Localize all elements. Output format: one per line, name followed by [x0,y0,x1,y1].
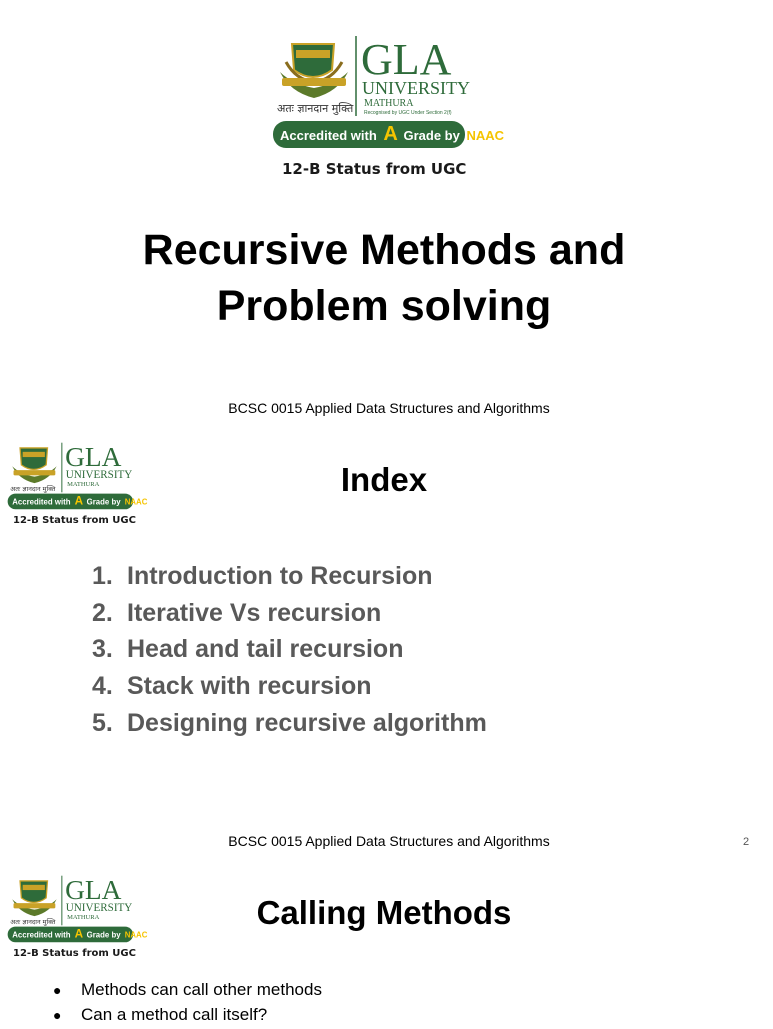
svg-text:अतः ज्ञानदान मुक्ति: अतः ज्ञानदान मुक्ति [10,918,56,927]
index-heading: Index [340,461,428,498]
ugc-status-text: 12-B Status from UGC [13,948,136,959]
motto-text: अतः ज्ञानदान मुक्ति [277,102,354,115]
calling-methods-heading: Calling Methods [256,894,512,931]
slide-title-line-1: Recursive Methods and [142,226,626,274]
index-item: 2. Iterative Vs recursion [92,598,382,627]
slide-2-footer: BCSC 0015 Applied Data Structures and Algorithms [228,833,550,849]
logo-university-text: UNIVERSITY [362,78,470,98]
bullet-dot-icon: ● [53,1007,62,1023]
svg-text:GLA: GLA [65,442,122,473]
ugc-status-text: 12-B Status from UGC [282,160,467,178]
crest-emblem [280,44,348,98]
university-logo-large [272,32,505,182]
svg-text:UNIVERSITY: UNIVERSITY [65,468,133,481]
svg-text:GLA: GLA [65,875,122,906]
svg-text:अतः ज्ञानदान मुक्ति: अतः ज्ञानदान मुक्ति [10,485,56,494]
index-item: 1. Introduction to Recursion [92,562,433,590]
ugc-status-text: 12-B Status from UGC [13,515,136,526]
slide-title [0,222,768,334]
index-list [92,560,487,743]
svg-text:MATHURA: MATHURA [67,480,100,488]
svg-text:MATHURA: MATHURA [67,913,100,921]
page-number: 2 [743,836,750,848]
svg-text:Accredited with A: Accredited with A Grade by NAAC [12,494,148,508]
bullet-item: ● Methods can call other methods [53,979,322,1004]
index-item: 4. Stack with recursion [92,672,372,701]
svg-text:UNIVERSITY: UNIVERSITY [65,901,133,914]
index-item: 3. Head and tail recursion [92,635,404,664]
logo-recognition-text: Recognised by UGC Under Section 2(f) [364,110,452,116]
naac-text: Accredited with A Grade by NAAC [280,123,505,145]
bullet-item: ● Can a method call itself? [53,1004,322,1029]
svg-text:Accredited with A: Accredited with A Grade by NAAC [12,927,148,941]
slide-title-line-2: Problem solving [216,282,552,330]
bullet-dot-icon: ● [53,982,62,998]
logo-city-text: MATHURA [364,98,414,109]
bullet-list [53,979,322,1029]
slide-1-footer: BCSC 0015 Applied Data Structures and Algorithms [228,400,550,416]
index-item: 5. Designing recursive algorithm [92,708,487,737]
logo-gla-text: GLA [361,35,452,84]
